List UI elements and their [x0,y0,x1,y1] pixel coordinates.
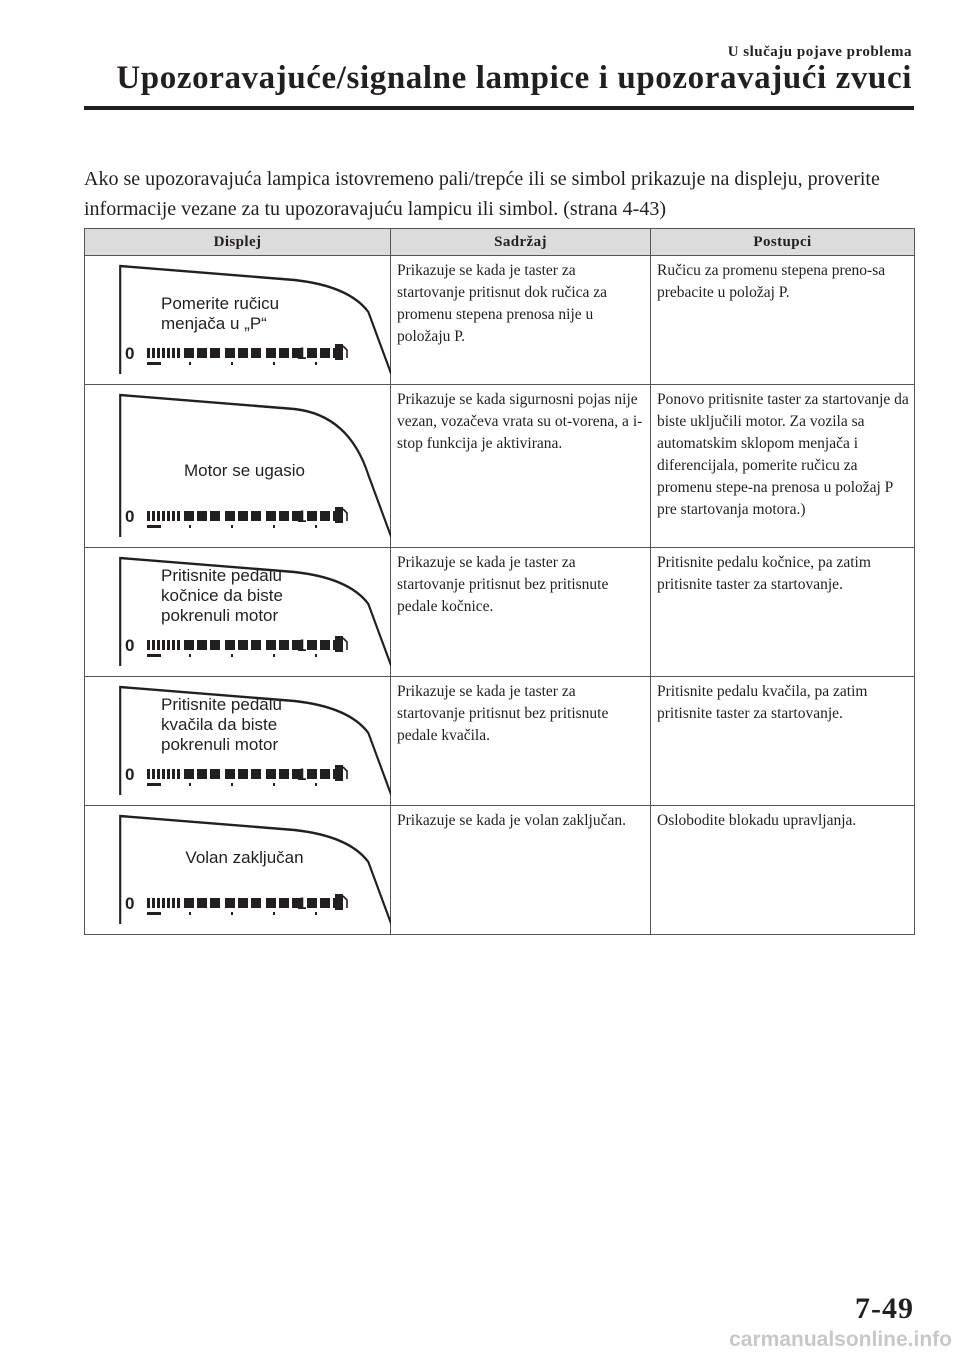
gauge-segment [238,511,248,521]
gauge-segment [307,640,317,650]
gauge-segment [147,348,150,358]
gauge-segment [251,769,261,779]
gauge-segment [307,769,317,779]
gauge-segment [167,898,170,908]
gauge-tick [147,783,161,786]
table-row [85,548,915,677]
gauge-segment [251,348,261,358]
gauge-segment [266,640,276,650]
title-rule [84,106,914,110]
gauge-segment [184,898,194,908]
gauge-segment [152,640,155,650]
gauge-full-label: 1 [297,344,307,363]
display-message [157,461,332,481]
gauge-segment [279,769,289,779]
gauge-empty-label: 0 [125,636,135,655]
gauge-segment [197,348,207,358]
gauge-segment [251,640,261,650]
gauge-empty-label: 0 [125,344,135,363]
action-cell: Pritisnite pedalu kočnice, pa zatim pritisnite taster za startovanje. [651,548,915,677]
warning-table [84,228,915,935]
display-message [161,566,331,626]
gauge-segment [279,511,289,521]
gauge-tick [189,362,191,365]
gauge-segment [162,348,165,358]
header-displej: Displej [85,229,391,256]
gauge-segment [266,348,276,358]
action-cell: Oslobodite blokadu upravljanja. [651,806,915,935]
gauge-segment [266,898,276,908]
gauge-segment [162,898,165,908]
display-message-line: Motor se ugasio [184,461,305,480]
gauge-segment [147,898,150,908]
gauge-full-label: 1 [297,894,307,913]
gauge-segment [152,348,155,358]
display-message-line: kvačila da biste [161,715,278,734]
gauge-segment [167,640,170,650]
action-cell: Pritisnite pedalu kvačila, pa zatim pritisnite taster za startovanje. [651,677,915,806]
gauge-segment [177,769,180,779]
gauge-tick [189,912,191,915]
gauge-segment [167,769,170,779]
gauge-tick [189,654,191,657]
gauge-segment [251,898,261,908]
gauge-tick [315,362,317,365]
gauge-segment [172,898,175,908]
gauge-tick [315,783,317,786]
gauge-segment [279,348,289,358]
gauge-segment [152,769,155,779]
gauge-segment [177,348,180,358]
fuel-gauge-bars [147,348,343,358]
watermark: carmanualsonline.info [729,1328,952,1351]
gauge-segment [238,898,248,908]
gauge-full-label: 1 [297,507,307,526]
gauge-segment [197,898,207,908]
gauge-segment [238,640,248,650]
gauge-segment [162,640,165,650]
display-cell [85,548,391,677]
display-message [161,294,331,334]
gauge-segment [225,348,235,358]
display-message [161,695,331,755]
page-title: Upozoravajuće/signalne lampice i upozoravajući zvuci [116,60,912,96]
fuel-gauge-bars [147,769,343,779]
gauge-empty-label: 0 [125,507,135,526]
gauge-segment [157,348,160,358]
gauge-segment [225,898,235,908]
gauge-segment [162,769,165,779]
gauge-segment [251,511,261,521]
gauge-segment [307,348,317,358]
gauge-segment [266,769,276,779]
display-message-line: Pritisnite pedalu [161,566,282,585]
display-message-line: Pomerite ručicu [161,294,280,313]
table-row [85,256,915,385]
content-cell: Prikazuje se kada je taster za startovanje pritisnut bez pritisnute pedale kvačila. [391,677,651,806]
gauge-segment [210,640,220,650]
content-cell: Prikazuje se kada je taster za startovanje pritisnut bez pritisnute pedale kočnice. [391,548,651,677]
gauge-full-label: 1 [297,636,307,655]
gauge-segment [184,640,194,650]
gauge-segment [225,769,235,779]
gauge-segment [197,640,207,650]
gauge-segment [238,348,248,358]
content-cell: Prikazuje se kada je taster za startovanje pritisnut dok ručica za promenu stepena prenosa nije u položaju P. [391,256,651,385]
gauge-segment [266,511,276,521]
display-message-line: pokrenuli motor [161,606,279,625]
gauge-segment [157,640,160,650]
gauge-tick [189,525,191,528]
gauge-segment [147,769,150,779]
gauge-tick [273,654,275,657]
gauge-segment [172,511,175,521]
gauge-segment [279,640,289,650]
display-message-line: Volan zaključan [185,848,304,867]
gauge-tick [273,362,275,365]
intro-paragraph: Ako se upozoravajuća lampica istovremeno pali/trepće ili se simbol prikazuje na displeju, proverite informacije vezane za tu upozoravajuću lampicu ili simbol. (strana 4-43) [84,168,880,220]
content-cell: Prikazuje se kada sigurnosni pojas nije vezan, vozačeva vrata su ot-vorena, a i-stop funkcija je aktivirana. [391,385,651,548]
gauge-segment [157,898,160,908]
fuel-gauge-bars [147,511,343,521]
display-cell [85,677,391,806]
gauge-segment [210,511,220,521]
gauge-segment [157,769,160,779]
gauge-segment [210,769,220,779]
header-sadrzaj: Sadržaj [391,229,651,256]
gauge-tick [231,525,233,528]
gauge-tick [147,525,161,528]
action-cell: Ručicu za promenu stepena preno-sa prebacite u položaj P. [651,256,915,385]
gauge-tick [315,654,317,657]
gauge-segment [152,511,155,521]
gauge-segment [307,898,317,908]
display-message-line: Pritisnite pedalu [161,695,282,714]
gauge-segment [238,769,248,779]
table-row [85,806,915,935]
gauge-segment [225,511,235,521]
gauge-tick [231,912,233,915]
table-row [85,677,915,806]
gauge-tick [189,783,191,786]
display-message-line: menjača u „P“ [161,314,267,333]
gauge-tick [315,912,317,915]
gauge-tick [147,912,161,915]
gauge-segment [177,511,180,521]
gauge-tick [273,525,275,528]
gauge-segment [184,348,194,358]
gauge-segment [197,511,207,521]
gauge-segment [210,348,220,358]
display-message-line: pokrenuli motor [161,735,279,754]
table-row [85,385,915,548]
display-cell [85,256,391,385]
section-label: U slučaju pojave problema [727,44,912,60]
fuel-gauge-bars [147,640,343,650]
gauge-segment [167,348,170,358]
gauge-segment [177,898,180,908]
gauge-segment [157,511,160,521]
gauge-tick [147,654,161,657]
gauge-tick [231,783,233,786]
gauge-segment [197,769,207,779]
gauge-tick [315,525,317,528]
gauge-segment [210,898,220,908]
gauge-tick [273,912,275,915]
gauge-segment [177,640,180,650]
gauge-tick [273,783,275,786]
gauge-full-label: 1 [297,765,307,784]
gauge-tick [231,654,233,657]
gauge-segment [162,511,165,521]
gauge-empty-label: 0 [125,894,135,913]
gauge-tick [231,362,233,365]
gauge-segment [184,769,194,779]
display-cell [85,806,391,935]
action-cell: Ponovo pritisnite taster za startovanje da biste uključili motor. Za vozila sa automatskim sklopom menjača i diferencijala, pomerite ručicu za promenu stepe-na prenosa u položaj P pre startovanja motora.) [651,385,915,548]
gauge-segment [172,640,175,650]
gauge-segment [172,348,175,358]
gauge-segment [172,769,175,779]
gauge-segment [167,511,170,521]
gauge-segment [307,511,317,521]
fuel-gauge-bars [147,898,343,908]
page-number: 7-49 [855,1292,914,1325]
gauge-segment [147,511,150,521]
table-header-row [85,229,915,256]
header-postupci: Postupci [651,229,915,256]
gauge-tick [147,362,161,365]
gauge-segment [184,511,194,521]
display-cell [85,385,391,548]
content-cell: Prikazuje se kada je volan zaključan. [391,806,651,935]
display-message [157,848,332,868]
gauge-segment [279,898,289,908]
gauge-segment [152,898,155,908]
display-message-line: kočnice da biste [161,586,283,605]
gauge-empty-label: 0 [125,765,135,784]
gauge-segment [147,640,150,650]
gauge-segment [225,640,235,650]
